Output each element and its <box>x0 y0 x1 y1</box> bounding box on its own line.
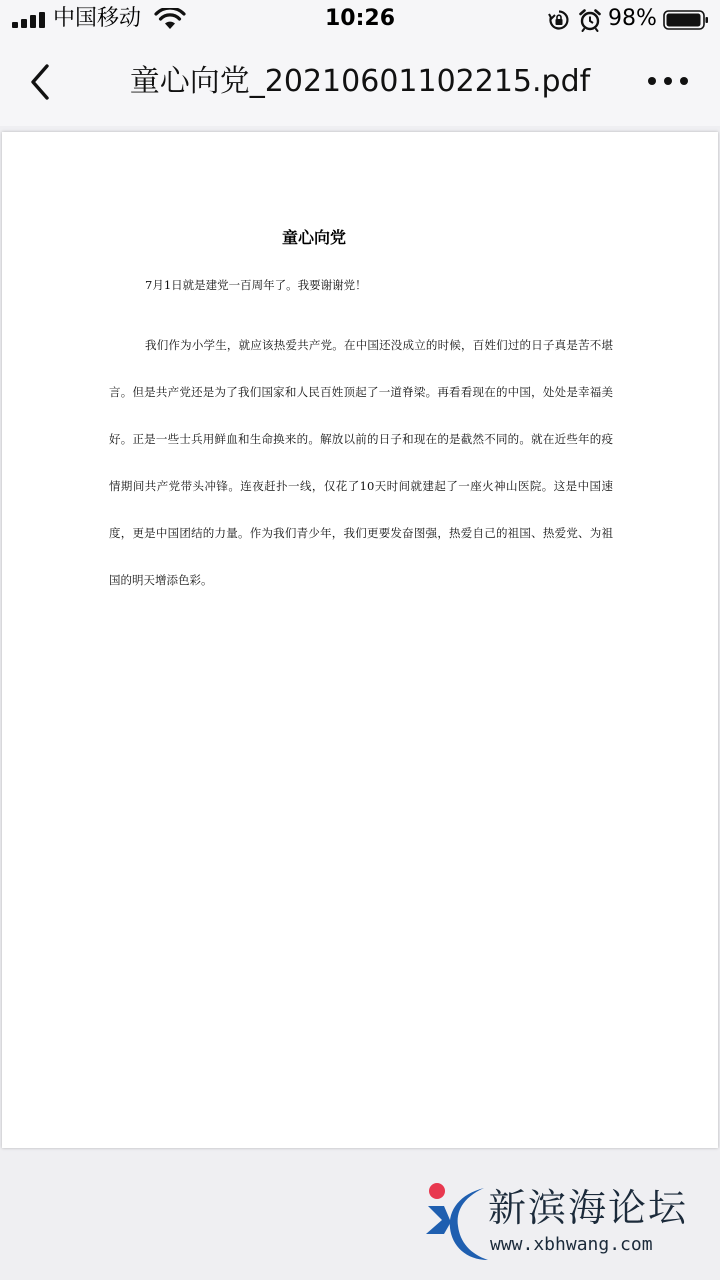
pdf-page <box>2 132 718 1148</box>
battery-percent: 98% <box>608 6 657 31</box>
watermark-url: www.xbhwang.com <box>490 1234 653 1255</box>
more-dots-icon[interactable] <box>640 66 696 96</box>
document-paragraph: 我们作为小学生，就应该热爱共产党。在中国还没成立的时候，百姓们过的日子真是苦不堪言。但是共产党还是为了我们国家和人民百姓顶起了一道脊梁。再看看现在的中国，处处是幸福美好。正是一些士兵用鲜血和生命换来的。解放以前的日子和现在的是截然不同的。就在近些年的疫情期间共产党带头冲锋。连夜赶扑一线，仅花了10天时间就建起了一座火神山医院。这是中国速度，更是中国团结的力量。作为我们青少年，我们更要发奋图强，热爱自己的祖国、热爱党、为祖国的明天增添色彩。 <box>109 338 613 587</box>
document-title: 童心向党 <box>281 228 346 247</box>
navigation-bar <box>0 38 720 126</box>
clock-time: 10:26 <box>324 6 396 31</box>
alarm-icon <box>578 8 602 32</box>
document-paragraph: 7月1日就是建党一百周年了。我要谢谢党！ <box>145 278 367 292</box>
status-bar <box>0 0 720 38</box>
forum-logo-icon <box>422 1180 494 1264</box>
battery-icon <box>663 10 709 30</box>
carrier-name: 中国移动 <box>53 6 142 31</box>
page-title: 童心向党_20210601102215.pdf <box>129 64 591 99</box>
back-chevron-icon[interactable] <box>22 60 62 104</box>
watermark-name: 新滨海论坛 <box>488 1186 689 1230</box>
forum-watermark <box>422 1180 712 1266</box>
orientation-lock-icon <box>548 9 570 31</box>
